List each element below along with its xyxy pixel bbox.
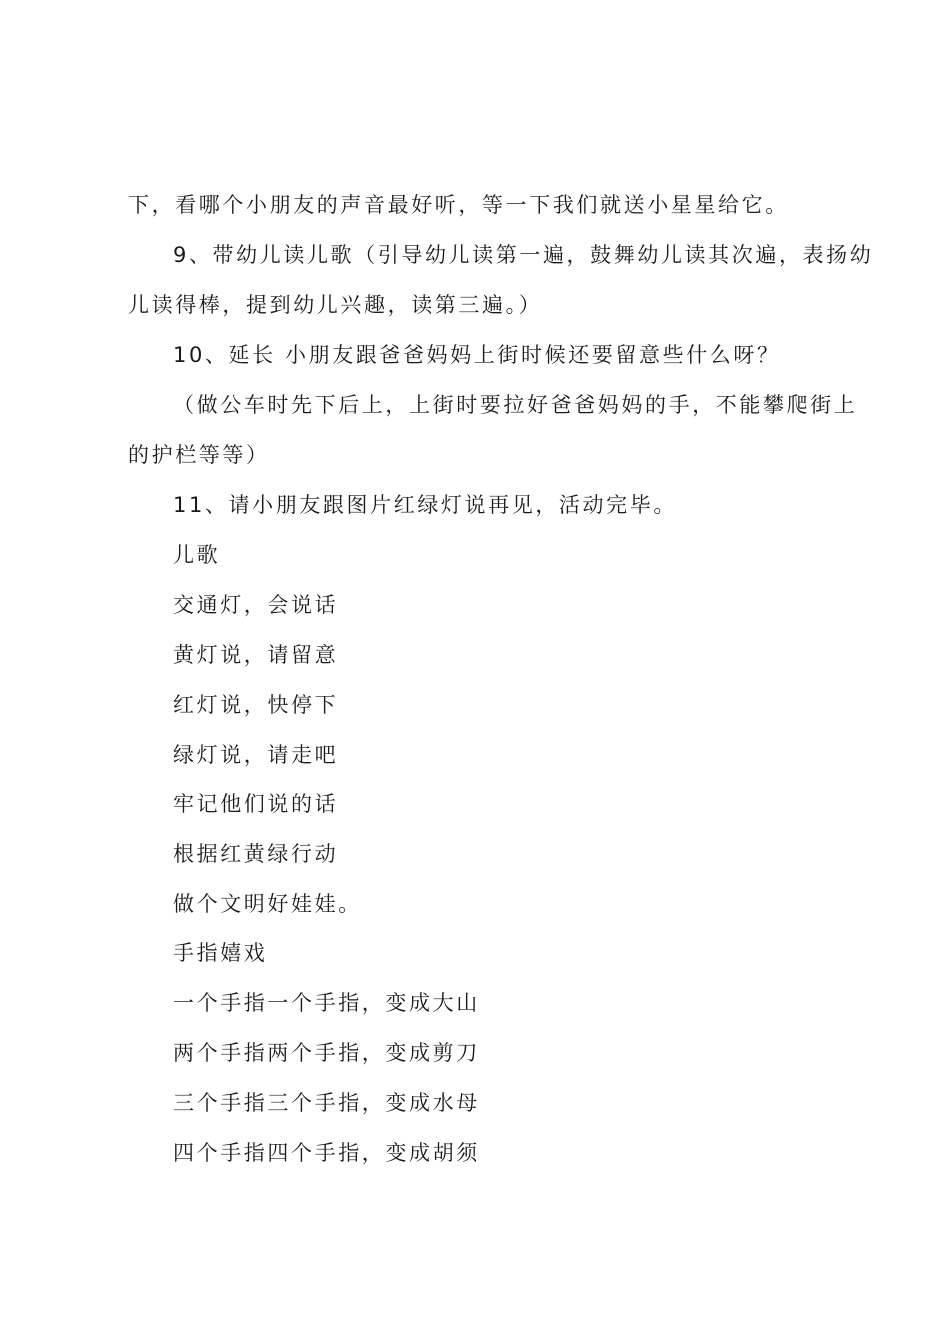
paragraph-note-line-1: （做公车时先下后上，上街时要拉好爸爸妈妈的手，不能攀爬街上	[173, 393, 858, 417]
song-title: 儿歌	[173, 543, 221, 567]
song-line: 做个文明好娃娃。	[173, 892, 362, 916]
paragraph-step-9-line-2: 儿读得棒，提到幼儿兴趣，读第三遍。）	[128, 293, 543, 317]
game-line: 一个手指一个手指，变成大山	[173, 991, 480, 1015]
song-line: 牢记他们说的话	[173, 792, 339, 816]
song-line: 交通灯，会说话	[173, 593, 339, 617]
game-title: 手指嬉戏	[173, 941, 268, 965]
song-line: 绿灯说，请走吧	[173, 743, 339, 767]
paragraph-note-line-2: 的护栏等等）	[128, 443, 270, 467]
paragraph-step-11: 11、请小朋友跟图片红绿灯说再见，活动完毕。	[173, 493, 677, 517]
song-line: 黄灯说，请留意	[173, 643, 339, 667]
game-line: 三个手指三个手指，变成水母	[173, 1091, 480, 1115]
game-line: 两个手指两个手指，变成剪刀	[173, 1041, 480, 1065]
game-line: 四个手指四个手指，变成胡须	[173, 1141, 480, 1165]
song-line: 红灯说，快停下	[173, 693, 339, 717]
song-line: 根据红黄绿行动	[173, 842, 339, 866]
paragraph-step-10: 10、延长 小朋友跟爸爸妈妈上街时候还要留意些什么呀？	[173, 343, 781, 367]
paragraph-step-9-line-1: 9、带幼儿读儿歌（引导幼儿读第一遍，鼓舞幼儿读其次遍，表扬幼	[173, 243, 874, 267]
paragraph-continuation: 下，看哪个小朋友的声音最好听，等一下我们就送小星星给它。	[128, 193, 789, 217]
